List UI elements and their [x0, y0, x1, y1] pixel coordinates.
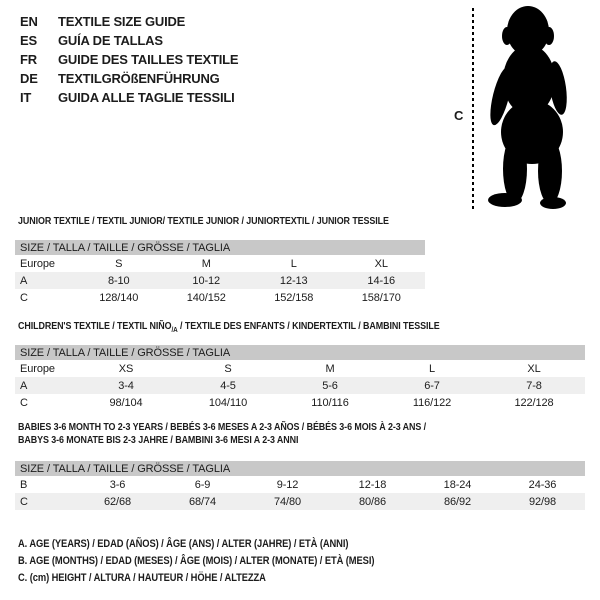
row-height-cm [15, 289, 425, 306]
age-cell: 3-6 [109, 478, 126, 491]
row-height-cm [15, 493, 585, 510]
height-cell: 152/158 [274, 291, 314, 304]
height-cell: 158/170 [361, 291, 401, 304]
height-cell: 92/98 [528, 495, 557, 508]
language-label: GUÍA DE TALLAS [58, 33, 163, 48]
row-label: A [20, 379, 28, 392]
language-code: DE [20, 71, 38, 86]
height-cell: 104/110 [208, 396, 248, 409]
row-europe-sizes [15, 255, 425, 272]
age-cell: 6-7 [424, 379, 440, 392]
language-label: GUIDE DES TAILLES TEXTILE [58, 52, 239, 67]
height-measure-label: C [454, 108, 464, 123]
size-cell: XS [118, 362, 134, 375]
language-label: TEXTILGRÖßENFÜHRUNG [58, 71, 220, 86]
children-size-table [15, 345, 585, 411]
height-cell: 110/116 [311, 396, 349, 409]
size-cell: XL [374, 257, 388, 270]
age-cell: 24-36 [528, 478, 557, 491]
row-age-years [15, 377, 585, 394]
row-label: B [20, 478, 28, 491]
height-cell: 122/128 [514, 396, 554, 409]
row-europe-sizes [15, 360, 585, 377]
size-header-bar: SIZE / TALLA / TAILLE / GRÖSSE / TAGLIA [15, 345, 585, 360]
age-cell: 5-6 [322, 379, 338, 392]
babies-table-title [18, 421, 426, 447]
size-cell: S [115, 257, 123, 270]
height-cell: 68/74 [188, 495, 217, 508]
age-cell: 3-4 [118, 379, 134, 392]
row-label: Europe [20, 362, 55, 375]
language-row-es [20, 31, 238, 50]
legend-height-cm: C. (cm) HEIGHT / ALTURA / HAUTEUR / HÖHE / ALTEZZA [18, 572, 266, 584]
toddler-silhouette-image [482, 4, 597, 212]
height-cell: 98/104 [109, 396, 143, 409]
height-cell: 74/80 [273, 495, 302, 508]
language-code: ES [20, 33, 37, 48]
height-cell: 116/122 [412, 396, 452, 409]
age-cell: 12-13 [279, 274, 308, 287]
language-list [20, 12, 238, 107]
language-row-en [20, 12, 238, 31]
size-cell: M [201, 257, 211, 270]
babies-size-table [15, 461, 585, 510]
language-label: TEXTILE SIZE GUIDE [58, 14, 186, 29]
size-cell: L [428, 362, 436, 375]
age-cell: 7-8 [526, 379, 542, 392]
age-cell: 4-5 [220, 379, 236, 392]
babies-title-line1: BABIES 3-6 MONTH TO 2-3 YEARS / BEBÉS 3-6 MESES A 2-3 AÑOS / BÉBÉS 3-6 MOIS À 2-3 ANS / [18, 421, 427, 433]
children-title-subscript: /A [171, 325, 178, 335]
row-label: C [20, 396, 28, 409]
row-label: A [20, 274, 28, 287]
age-cell: 6-9 [194, 478, 211, 491]
language-row-de [20, 69, 238, 88]
age-cell: 8-10 [107, 274, 130, 287]
size-cell: L [290, 257, 297, 270]
language-code: EN [20, 14, 38, 29]
language-row-fr [20, 50, 238, 69]
row-label: Europe [20, 257, 55, 270]
height-cell: 80/86 [358, 495, 387, 508]
language-label: GUIDA ALLE TAGLIE TESSILI [58, 90, 235, 105]
height-cell: 128/140 [99, 291, 139, 304]
height-cell: 140/152 [186, 291, 226, 304]
age-cell: 18-24 [443, 478, 472, 491]
size-cell: S [224, 362, 232, 375]
size-header-bar: SIZE / TALLA / TAILLE / GRÖSSE / TAGLIA [15, 461, 585, 476]
height-cell: 62/68 [103, 495, 132, 508]
age-cell: 10-12 [192, 274, 221, 287]
language-code: IT [20, 90, 32, 105]
junior-size-table [15, 240, 425, 306]
height-cell: 86/92 [443, 495, 472, 508]
row-label: C [20, 495, 28, 508]
size-cell: M [325, 362, 335, 375]
children-table-title: CHILDREN'S TEXTILE / TEXTIL $NIÑO_{/A}$ / TEXTILE DES ENFANTS / KINDERTEXTIL / BAMBINI TESSILE [18, 320, 440, 335]
babies-title-line2: BABYS 3-6 MONATE BIS 2-3 JAHRE / BAMBINI 3-6 MESI A 2-3 ANNI [18, 434, 299, 446]
legend-age-months: B. AGE (MONTHS) / EDAD (MESES) / ÂGE (MOIS) / ALTER (MONATE) / ETÀ (MESI) [18, 555, 375, 567]
height-measure-dashed-line [472, 8, 474, 210]
row-label: C [20, 291, 28, 304]
age-cell: 14-16 [367, 274, 396, 287]
legend-age-years: A. AGE (YEARS) / EDAD (AÑOS) / ÂGE (ANS) / ALTER (JAHRE) / ETÀ (ANNI) [18, 538, 349, 550]
size-header-bar: SIZE / TALLA / TAILLE / GRÖSSE / TAGLIA [15, 240, 425, 255]
row-height-cm [15, 394, 585, 411]
junior-table-title: JUNIOR TEXTILE / TEXTIL JUNIOR/ TEXTILE JUNIOR / JUNIORTEXTIL / JUNIOR TESSILE [18, 215, 389, 227]
age-cell: 12-18 [358, 478, 387, 491]
row-age-years [15, 272, 425, 289]
language-code: FR [20, 52, 37, 67]
size-cell: XL [527, 362, 541, 375]
row-age-months [15, 476, 585, 493]
age-cell: 9-12 [276, 478, 299, 491]
language-row-it [20, 88, 238, 107]
